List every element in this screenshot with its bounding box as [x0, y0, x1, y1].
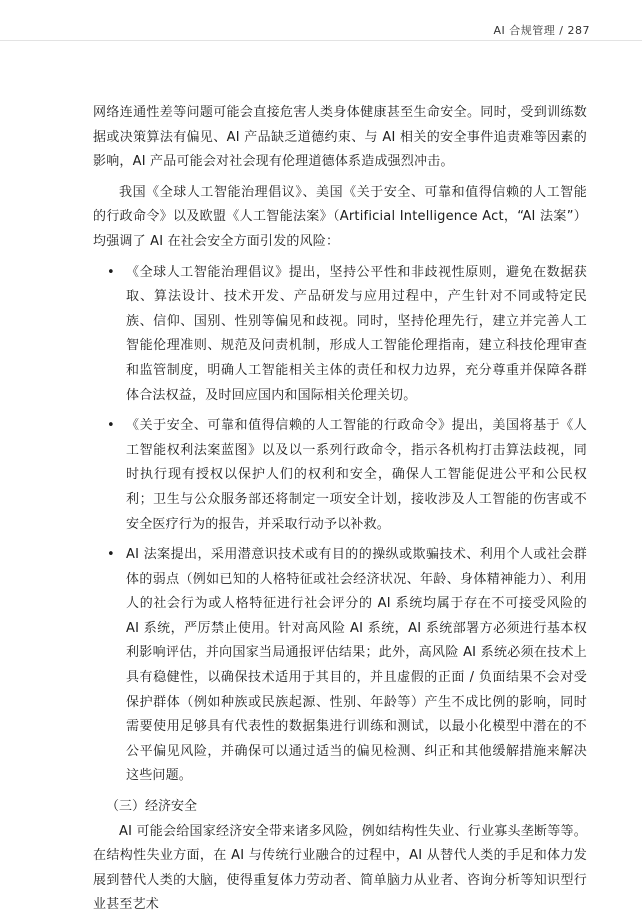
bullet-icon: • [107, 547, 115, 563]
list-item-text: 《关于安全、可靠和值得信赖的人工智能的行政命令》提出，美国将基于《人工智能权利法案蓝图》以及以一系列行政命令，指示各机构打击算法歧视，同时执行现有授权以保护人们的权利和安全，确保人工智能促进公平和公民权利；卫生与公众服务部还将制定一项安全计划，接收涉及人工智能的伤害或不安全医疗行为的报告，并采取行动予以补救。 [126, 418, 587, 532]
bullet-icon: • [107, 264, 115, 280]
header-divider [0, 40, 642, 41]
page-body [93, 101, 587, 918]
list-item [93, 261, 587, 409]
list-item-text: 《全球人工智能治理倡议》提出，坚持公平性和非歧视性原则，避免在数据获取、算法设计、技术开发、产品研发与应用过程中，产生针对不同或特定民族、信仰、国别、性别等偏见和歧视。同时，坚持伦理先行，建立并完善人工智能伦理准则、规范及问责机制，形成人工智能伦理指南，建立科技伦理审查和监管制度，明确人工智能相关主体的责任和权力边界，充分尊重并保障各群体合法权益，及时回应国内和国际相关伦理关切。 [126, 264, 587, 403]
running-header: AI 合规管理 / 287 [493, 24, 590, 37]
list-item [93, 414, 587, 537]
section-heading: （三）经济安全 [106, 799, 198, 815]
body-paragraph: AI 可能会给国家经济安全带来诸多风险，例如结构性失业、行业寡头垄断等等。在结构性失业方面，在 AI 与传统行业融合的过程中，AI 从替代人类的手足和体力发展到替代人类的大脑，使得重复体力劳动者、简单脑力从业者、咨询分析等知识型行业甚至艺术 [93, 823, 587, 913]
bullet-icon: • [107, 418, 115, 434]
bullet-list [93, 261, 587, 789]
body-paragraph: 我国《全球人工智能治理倡议》、美国《关于安全、可靠和值得信赖的人工智能的行政命令》以及欧盟《人工智能法案》（Artificial Intelligence Act，“AI 法案”）均强调了 AI 在社会安全方面引发的风险： [93, 184, 587, 249]
list-item-text: AI 法案提出，采用潜意识技术或有目的的操纵或欺骗技术、利用个人或社会群体的弱点（例如已知的人格特征或社会经济状况、年龄、身体精神能力）、利用人的社会行为或人格特征进行社会评分的 AI 系统均属于存在不可接受风险的 AI 系统，严厉禁止使用。针对高风险 AI 系统，AI 系统部署方必须进行基本权利影响评估，并向国家当局通报评估结果；此外，高风险 AI 系统必须在技术上具有稳健性，以确保技术适用于其目的，并且虚假的正面 / 负面结果不会对受保护群体（例如种族或民族起源、性别、年龄等）产生不成比例的影响，同时需要使用足够具有代表性的数据集进行训练和测试，以最小化模型中潜在的不公平偏见风险，并确保可以通过适当的偏见检测、纠正和其他缓解措施来解决这些问题。 [126, 547, 587, 784]
list-item [93, 543, 587, 789]
body-paragraph: 网络连通性差等问题可能会直接危害人类身体健康甚至生命安全。同时，受到训练数据或决策算法有偏见、AI 产品缺乏道德约束、与 AI 相关的安全事件追责难等因素的影响，AI 产品可能会对社会现有伦理道德体系造成强烈冲击。 [93, 105, 587, 170]
